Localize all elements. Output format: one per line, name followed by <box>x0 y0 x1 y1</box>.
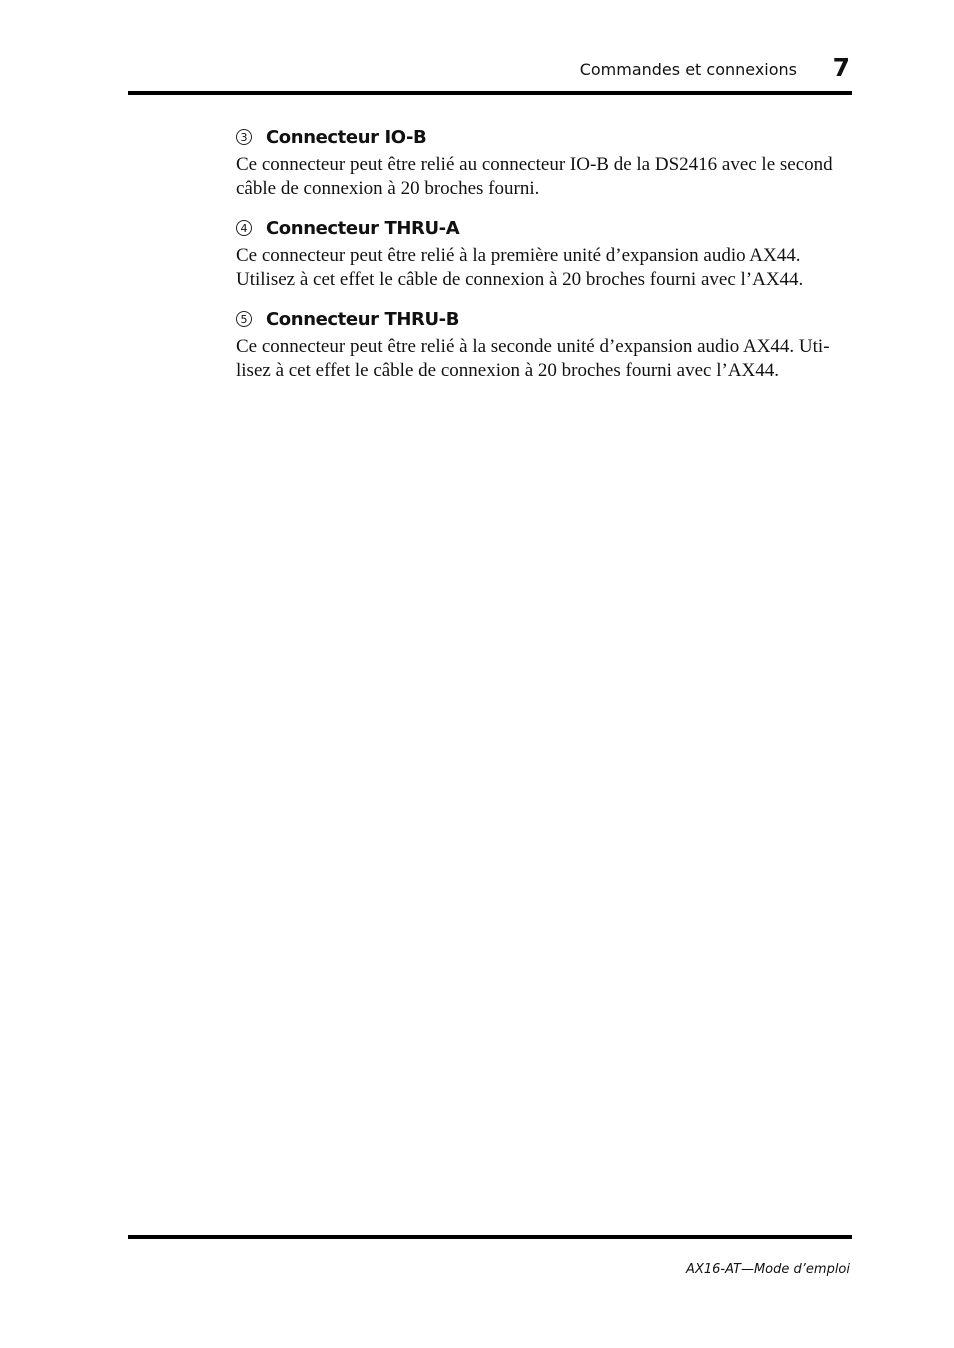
section-title: Connecteur THRU-A <box>266 217 460 239</box>
section-paragraph <box>236 153 852 201</box>
section-heading <box>236 124 852 150</box>
section-paragraph <box>236 335 852 383</box>
footer-rule <box>128 1235 852 1239</box>
section-title: Connecteur THRU-B <box>266 308 460 330</box>
page-content <box>236 124 852 397</box>
section-heading <box>236 306 852 332</box>
paragraph-line: Ce connecteur peut être relié au connecteur IO-B de la DS2416 avec le second <box>236 154 833 175</box>
footer-text: AX16-AT—Mode d’emploi <box>686 1262 850 1277</box>
section-connecteur-io-b <box>236 124 852 201</box>
header-rule <box>128 91 852 95</box>
section-paragraph <box>236 244 852 292</box>
circled-number: 3 <box>236 129 252 145</box>
section-connecteur-thru-b <box>236 306 852 383</box>
circled-number: 5 <box>236 311 252 327</box>
page-number: 7 <box>832 53 850 82</box>
circled-number: 4 <box>236 220 252 236</box>
paragraph-line: Utilisez à cet effet le câble de connexion à 20 broches fourni avec l’AX44. <box>236 269 804 290</box>
paragraph-line: Ce connecteur peut être relié à la seconde unité d’expansion audio AX44. Uti- <box>236 336 830 357</box>
paragraph-line: lisez à cet effet le câble de connexion à 20 broches fourni avec l’AX44. <box>236 360 780 381</box>
paragraph-line: câble de connexion à 20 broches fourni. <box>236 178 540 199</box>
header-title: Commandes et connexions <box>579 60 797 79</box>
section-title: Connecteur IO-B <box>266 126 427 148</box>
section-connecteur-thru-a <box>236 215 852 292</box>
section-heading <box>236 215 852 241</box>
paragraph-line: Ce connecteur peut être relié à la première unité d’expansion audio AX44. <box>236 245 801 266</box>
